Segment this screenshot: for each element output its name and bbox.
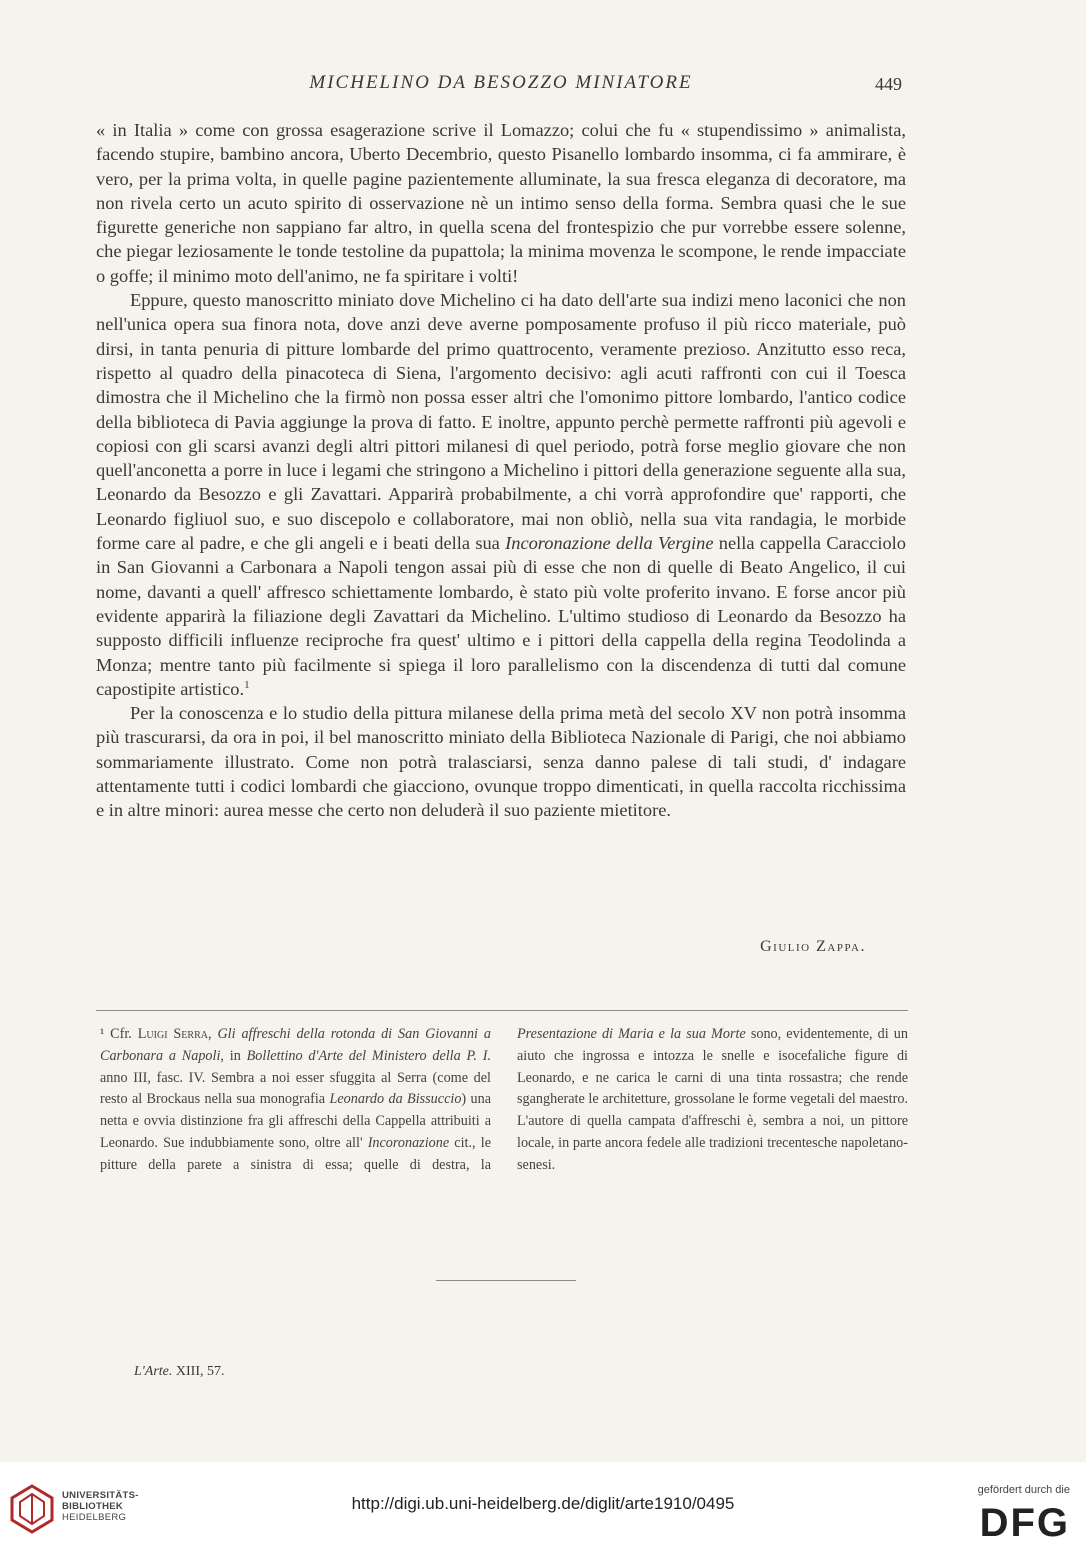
footnotes — [100, 1024, 908, 1177]
footnote-divider — [96, 1010, 908, 1011]
volume-info — [134, 1364, 225, 1380]
author-signature: Giulio Zappa. — [760, 938, 866, 955]
paragraph-2-part-b: nella cappella Caracciolo in San Giovanni a Carbonara a Napoli tengon assai più di esse che non di quelle di Beato Angelico, il cui nome, davanti a quell' affresco schiettamente lombardo, è stato più volte proferito invano. E forse ancor più evidente apparirà la filiazione degli Zavattari da Michelino. L'ultimo studioso di Leonardo da Besozzo ha supposto difficili influenze reciproche fra quest' ultimo e i pittori della cappella della regina Teodolinda a Monza; mentre tanto più facilmente si spiega il loro parallelismo con la discendenza di tutti dal comune capostipite artistico. — [96, 533, 906, 699]
issue-number: XIII, 57. — [172, 1364, 225, 1379]
page-header — [96, 72, 906, 96]
end-divider — [436, 1280, 576, 1281]
footnote-title: Presentazione di Maria e la sua Morte — [517, 1026, 746, 1042]
footnote-author: Luigi Serra — [137, 1026, 208, 1042]
paragraph-3: Per la conoscenza e lo studio della pittura milanese della prima metà del secolo XV non potrà insomma più trascurarsi, da ora in poi, il bel manoscritto miniato della Biblioteca Nazionale di Parigi, che noi abbiamo sommariamente illustrato. Come non potrà tralasciarsi, senza danno palese di tali studi, d' indagare attentamente tutti i codici lombardi che giacciono, ovunque troppo dimenticati, in quella raccolta ricchissima e in altre minori: aurea messe che certo non deluderà il suo paziente mietitore. — [96, 703, 906, 821]
footnote-title: Gli affreschi della rotonda di San Giovanni a Carbonara a Napoli — [100, 1026, 491, 1064]
footnote-text: Cfr. — [104, 1026, 138, 1042]
journal-name: L'Arte. — [134, 1364, 173, 1379]
library-name-line: UNIVERSITÄTS- — [62, 1490, 139, 1501]
running-title: MICHELINO DA BESOZZO MINIATORE — [309, 72, 693, 93]
footnote-title: Incoronazione — [367, 1134, 450, 1151]
footnote-title: Leonardo da Bissuccio — [329, 1091, 462, 1108]
library-name-line: BIBLIOTHEK — [62, 1501, 124, 1512]
document-url[interactable]: http://digi.ub.uni-heidelberg.de/diglit/arte1910/0495 — [351, 1494, 735, 1513]
footnote-text: cit., le pitture della parete a sinistra di essa; quelle di destra, la — [100, 1134, 492, 1173]
page-number: 449 — [875, 74, 902, 94]
footnote-text: anno III, fasc. IV. Sembra a noi esser sfuggita al Serra (come del resto al Brockaus nella sua monografia — [100, 1069, 491, 1108]
paragraph-1: « in Italia » come con grossa esagerazione scrive il Lomazzo; colui che fu « stupendissimo » animalista, facendo stupire, bambino ancora, Uberto Decembrio, questo Pisanello lombardo insomma, ci fa ammirare, è vero, per la prima volta, in quelle pagine pazientemente alluminate, la sua fresca eleganza di decoratore, ma non rivela certo un acuto spirito di osservazione nè un intimo senso della forma. Sembra quasi che le sue figurette generiche non sappiano far altro, in quella scena del frontespizio che pur vorrebbe essere solenne, che piegar leziosamente le tonde testoline da pupattola; la minima movenza le scompone, le rende impacciate o goffe; il minimo moto dell'animo, ne fa spiritare i volti! — [96, 120, 906, 286]
viewer-footer — [0, 1462, 1086, 1551]
artwork-title: Incoronazione della Vergine — [505, 533, 714, 554]
library-name-line: HEIDELBERG — [62, 1512, 127, 1523]
footnote-text: , in — [220, 1047, 247, 1064]
dfg-funding-label: gefördert durch die — [977, 1484, 1070, 1496]
article-body — [96, 118, 906, 823]
footnote-journal: Bollettino d'Arte del Ministero della P. I. — [246, 1047, 491, 1064]
footnote-reference[interactable]: 1 — [244, 678, 250, 691]
footnote-text: , — [207, 1026, 218, 1042]
paragraph-2 — [96, 288, 906, 701]
footnote-text: sono, evidentemente, di un aiuto che ingrossa e intozza le snelle e isocefaliche figure di Leonardo, e ne carica le carni di una tinta rossastra; che rende sgangherate le architetture, grossolane le forme vegetali del maestro. L'autore di quella campata d'affreschi è, sembra a noi, un pittore locale, in parte ancora fedele alle tradizioni trecentesche napoletano-senesi. — [517, 1026, 908, 1173]
dfg-logo-icon[interactable]: DFG — [979, 1501, 1070, 1545]
footnote-text: ) una netta e ovvia distinzione fra gli affreschi della Cappella attribuiti a Leonardo. Sue indubbiamente sono, oltre all' — [100, 1091, 491, 1151]
footnote-1 — [100, 1024, 908, 1177]
footnote-marker: ¹ — [100, 1026, 105, 1042]
paragraph-2-part-a: Eppure, questo manoscritto miniato dove Michelino ci ha dato dell'arte sua indizi meno laconici che non nell'unica opera sua finora nota, dove anzi deve averne pomposamente profuso il più ricco materiale, può dirsi, in tanta penuria di pitture lombarde del primo quattrocento, veramente prezioso. Anzitutto esso reca, rispetto al quadro della pinacoteca di Siena, l'argomento decisivo: agli acuti raffronti con cui il Toesca dimostra che il Michelino che la firmò non possa esser altri che l'omonimo pittore lombardo, l'antico codice della biblioteca di Pavia aggiunge la prova di fatto. E inoltre, appunto perchè permette raffronti più agevoli e copiosi con gli scarsi avanzi degli altri pittori milanesi di quel periodo, potrà forse meglio giovare che non quell'anconetta a porre in luce i legami che stringono a Michelino i pittori della generazione seguente alla sua, Leonardo da Besozzo e gli Zavattari. Apparirà probabilmente, a chi vorrà approfondire que' rapporti, che Leonardo figliuol suo, e suo discepolo e collaboratore, mai non obliò, nella sua vita randagia, le morbide forme care al padre, e che gli angeli e i beati della sua — [96, 290, 906, 554]
